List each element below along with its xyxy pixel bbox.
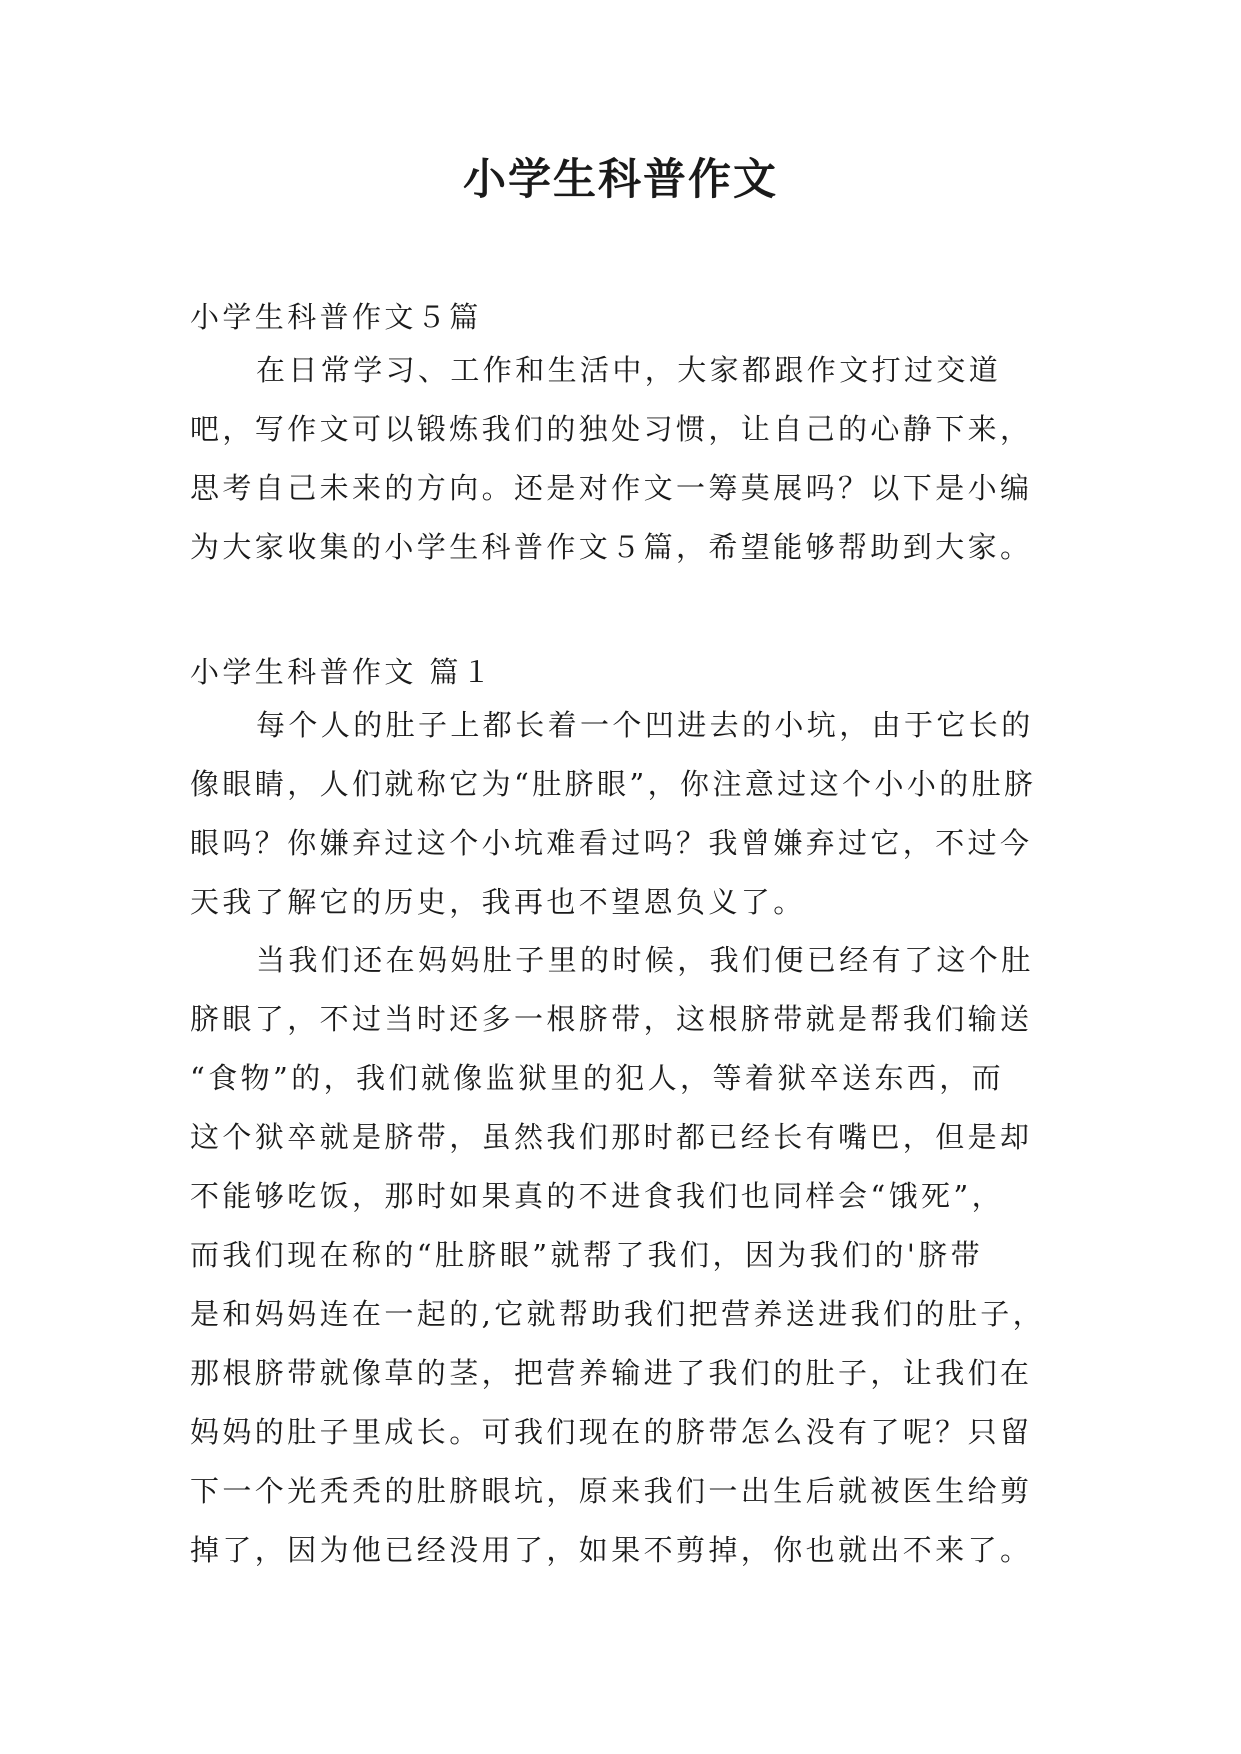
section-heading: 小学生科普作文 篇１	[190, 655, 495, 689]
document-title: 小学生科普作文	[463, 155, 778, 205]
essay-paragraph-2	[190, 931, 1052, 1580]
paragraph-line: 是和妈妈连在一起的,它就帮助我们把营养送进我们的肚子，	[190, 1297, 1046, 1331]
paragraph-line: 当我们还在妈妈肚子里的时候，我们便已经有了这个肚	[256, 943, 1034, 977]
paragraph-line: “食物”的，我们就像监狱里的犯人，等着狱卒送东西，而	[190, 1061, 1005, 1095]
paragraph-line: 而我们现在称的“肚脐眼”就帮了我们，因为我们的'脐带	[190, 1238, 984, 1272]
paragraph-line: 不能够吃饭，那时如果真的不进食我们也同样会“饿死”，	[190, 1179, 1005, 1213]
intro-paragraph: 在日常学习、工作和生活中，大家都跟作文打过交道吧，写作文可以锻炼我们的独处习惯，让自己的心静下来，思考自己未来的方向。还是对作文一筹莫展吗？以下是小编为大家收集的小学生科普作文５篇，希望能够帮助到大家。	[190, 353, 1033, 564]
paragraph-line: 掉了，因为他已经没用了，如果不剪掉，你也就出不来了。	[190, 1533, 1033, 1567]
paragraph-line: 妈妈的肚子里成长。可我们现在的脐带怎么没有了呢？只留	[190, 1415, 1033, 1449]
paragraph-line: 这个狱卒就是脐带，虽然我们那时都已经长有嘴巴，但是却	[190, 1120, 1033, 1154]
paragraph-line: 那根脐带就像草的茎，把营养输进了我们的肚子，让我们在	[190, 1356, 1033, 1390]
paragraph-line: 脐眼了，不过当时还多一根脐带，这根脐带就是帮我们输送	[190, 1002, 1033, 1036]
paragraph-line: 下一个光秃秃的肚脐眼坑，原来我们一出生后就被医生给剪	[190, 1474, 1033, 1508]
document-subtitle: 小学生科普作文５篇	[190, 300, 482, 334]
essay-paragraph-1: 每个人的肚子上都长着一个凹进去的小坑，由于它长的像眼睛，人们就称它为“肚脐眼”，你注意过这个小小的肚脐眼吗？你嫌弃过这个小坑难看过吗？我曾嫌弃过它，不过今天我了解它的历史，我再也不望恩负义了。	[190, 708, 1037, 919]
